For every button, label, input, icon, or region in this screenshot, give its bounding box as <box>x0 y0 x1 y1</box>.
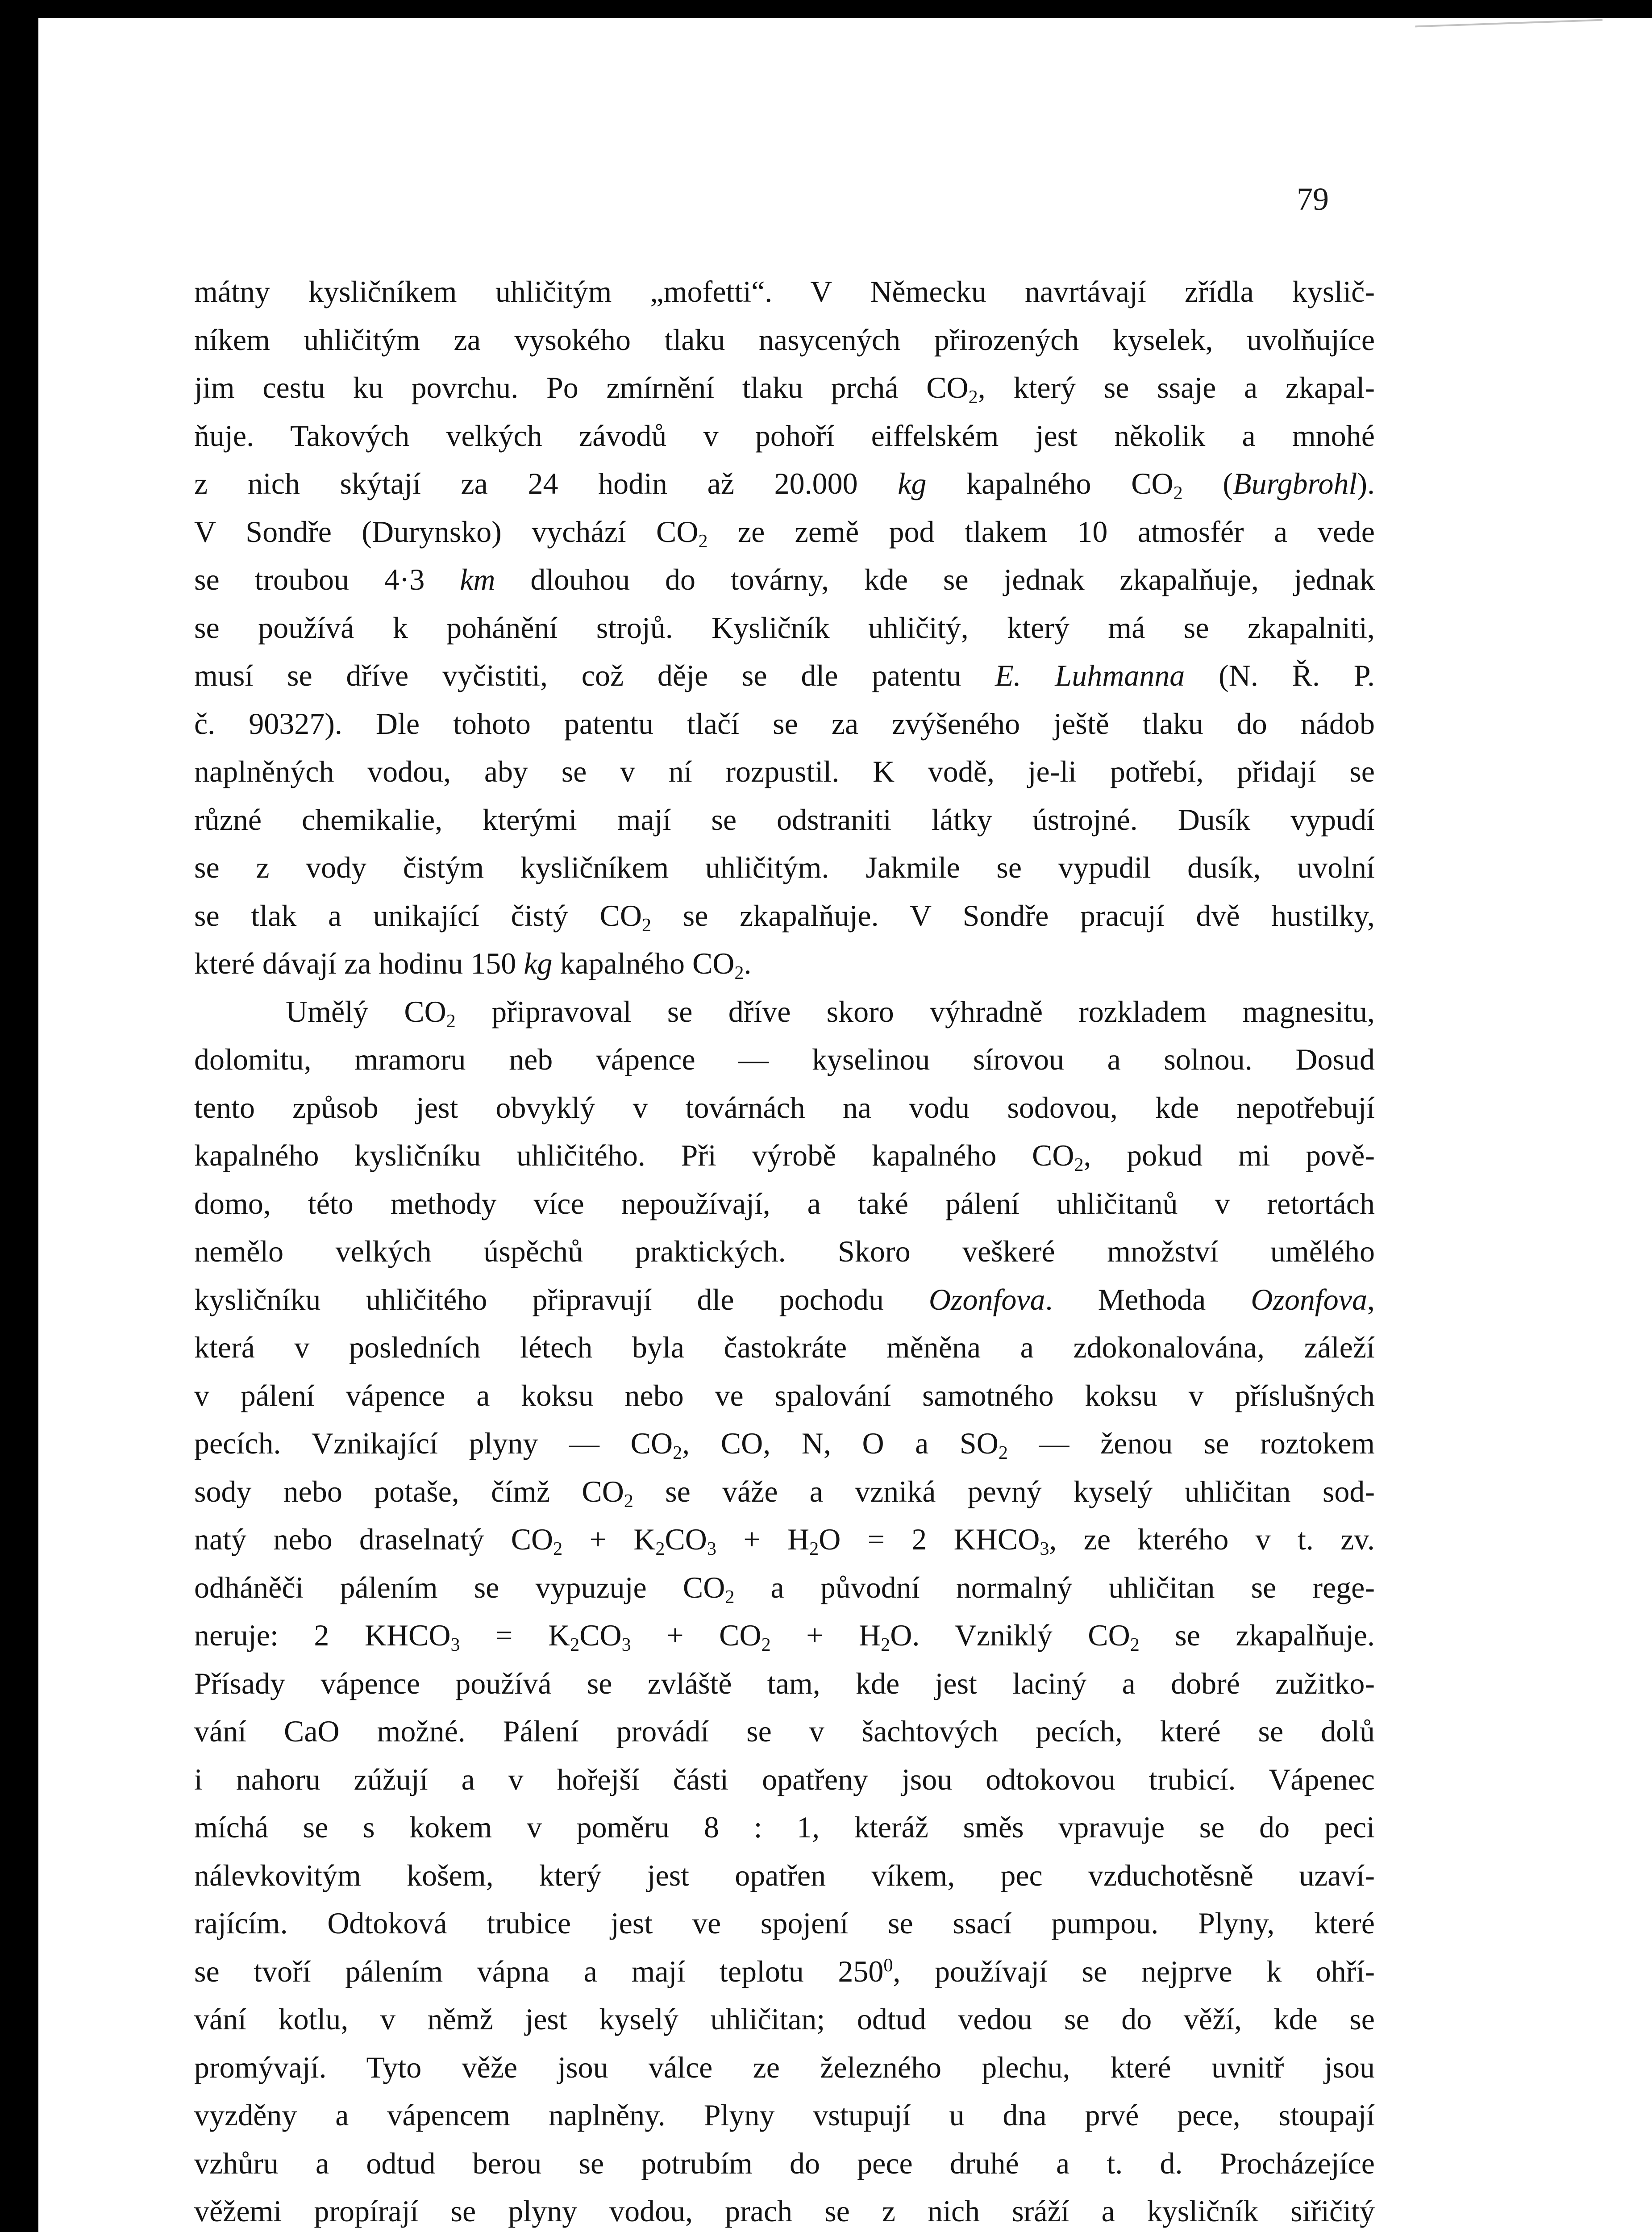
text-line: č. 90327). Dle tohoto patentu tlačí se za zvýšeného ještě tlaku do nádob <box>194 706 1375 741</box>
text-line: nálevkovitým košem, který jest opatřen víkem, pec vzduchotěsně uzaví- <box>194 1858 1375 1892</box>
text-line: které dávají za hodinu 150 kg kapalného $CO_2$. <box>194 946 752 983</box>
text-line: odháněči pálením se vypuzuje $CO_2$ a původní normalný uhličitan se rege- <box>194 1570 1375 1607</box>
paragraph <box>194 988 1375 2232</box>
text-line: různé chemikalie, kterými mají se odstraniti látky ústrojné. Dusík vypudí <box>194 802 1375 837</box>
text-line: pecích. Vznikající plyny — $CO_2$, CO, N, O a $SO_2$ — ženou se roztokem <box>194 1426 1375 1463</box>
scan-border-top <box>0 0 1652 18</box>
text-line: ňuje. Takových velkých závodů v pohoří eiffelském jest několik a mnohé <box>194 418 1375 453</box>
text-line: mátny kysličníkem uhličitým „mofetti“. V Německu navrtávají zřídla kyslič- <box>194 275 1375 308</box>
text-line: Umělý $CO_2$ připravoval se dříve skoro výhradně rozkladem magnesitu, <box>286 994 1375 1032</box>
text-line: níkem uhličitým za vysokého tlaku nasycených přirozených kyselek, uvolňujíce <box>194 322 1375 357</box>
text-line: vyzděny a vápencem naplněny. Plyny vstupují u dna prvé pece, stoupají <box>194 2098 1375 2132</box>
text-line: věžemi propírají se plyny vodou, prach se z nich sráží a kysličník siřičitý <box>194 2194 1375 2228</box>
body-text <box>194 268 1375 2232</box>
text-line: vání kotlu, v němž jest kyselý uhličitan; odtud vedou se do věží, kde se <box>194 2002 1375 2036</box>
text-line: míchá se s kokem v poměru 8 : 1, kteráž směs vpravuje se do peci <box>194 1810 1375 1844</box>
text-line: tento způsob jest obvyklý v továrnách na vodu sodovou, kde nepotřebují <box>194 1090 1375 1124</box>
text-line: se tvoří pálením vápna a mají teplotu $250^0$, používají se nejprve k ohří- <box>194 1954 1375 1988</box>
text-line: nemělo velkých úspěchů praktických. Skoro veškeré množství umělého <box>194 1234 1375 1268</box>
text-line: i nahoru zúžují a v hořejší části opatřeny jsou odtokovou trubicí. Vápenec <box>194 1762 1375 1796</box>
text-line: dolomitu, mramoru neb vápence — kyselinou sírovou a solnou. Dosud <box>194 1042 1375 1076</box>
text-line: natý nebo draselnatý $CO_2 + K_2CO_3 + H_2O = 2$ $KHCO_3$, ze kterého v t. zv. <box>194 1522 1375 1559</box>
text-line: se z vody čistým kysličníkem uhličitým. Jakmile se vypudil dusík, uvolní <box>194 850 1375 884</box>
text-line: naplněných vodou, aby se v ní rozpustil. K vodě, je-li potřebí, přidají se <box>194 754 1375 788</box>
text-line: v pálení vápence a koksu nebo ve spalování samotného koksu v příslušných <box>194 1378 1375 1412</box>
page-number: 79 <box>1297 181 1329 217</box>
text-line: rajícím. Odtoková trubice jest ve spojení se ssací pumpou. Plyny, které <box>194 1906 1375 1940</box>
text-line: kapalného kysličníku uhličitého. Při výrobě kapalného $CO_2$, pokud mi pově- <box>194 1138 1375 1175</box>
text-line: domo, této methody více nepoužívají, a také pálení uhličitanů v retortách <box>194 1186 1375 1220</box>
text-line: promývají. Tyto věže jsou válce ze železného plechu, které uvnitř jsou <box>194 2050 1375 2084</box>
text-line: z nich skýtají za 24 hodin až 20.000 kg kapalného $CO_2$ (Burgbrohl). <box>194 466 1375 504</box>
text-line: se troubou 4·3 km dlouhou do továrny, kde se jednak zkapalňuje, jednak <box>194 562 1375 596</box>
paragraph <box>194 268 1375 988</box>
text-line: vzhůru a odtud berou se potrubím do pece druhé a t. d. Procházejíce <box>194 2146 1375 2180</box>
text-line: vání CaO možné. Pálení provádí se v šachtových pecích, které se dolů <box>194 1714 1375 1748</box>
text-line: jim cestu ku povrchu. Po zmírnění tlaku prchá $CO_2$, který se ssaje a zkapal- <box>194 371 1375 408</box>
text-line: sody nebo potaše, čímž $CO_2$ se váže a vzniká pevný kyselý uhličitan sod- <box>194 1474 1375 1512</box>
text-line: kysličníku uhličitého připravují dle pochodu Ozonfova. Methoda Ozonfova, <box>194 1282 1375 1316</box>
scan-border-left <box>0 0 38 2232</box>
text-line: Přísady vápence používá se zvláště tam, kde jest laciný a dobré zužitko- <box>194 1666 1375 1700</box>
text-line: musí se dříve vyčistiti, což děje se dle patentu E. Luhmanna (N. Ř. P. <box>194 658 1375 692</box>
text-line: neruje: 2 $KHCO_3 = K_2CO_3 + CO_2 + H_2O$. Vzniklý $CO_2$ se zkapalňuje. <box>194 1618 1375 1655</box>
text-line: se používá k pohánění strojů. Kysličník uhličitý, který má se zkapalniti, <box>194 610 1375 645</box>
text-line: která v posledních létech byla častokráte měněna a zdokonalována, záleží <box>194 1330 1375 1364</box>
page-corner-mark <box>1415 19 1603 46</box>
text-line: V Sondře (Durynsko) vychází $CO_2$ ze země pod tlakem 10 atmosfér a vede <box>194 514 1375 552</box>
text-line: se tlak a unikající čistý $CO_2$ se zkapalňuje. V Sondře pracují dvě hustilky, <box>194 898 1375 936</box>
